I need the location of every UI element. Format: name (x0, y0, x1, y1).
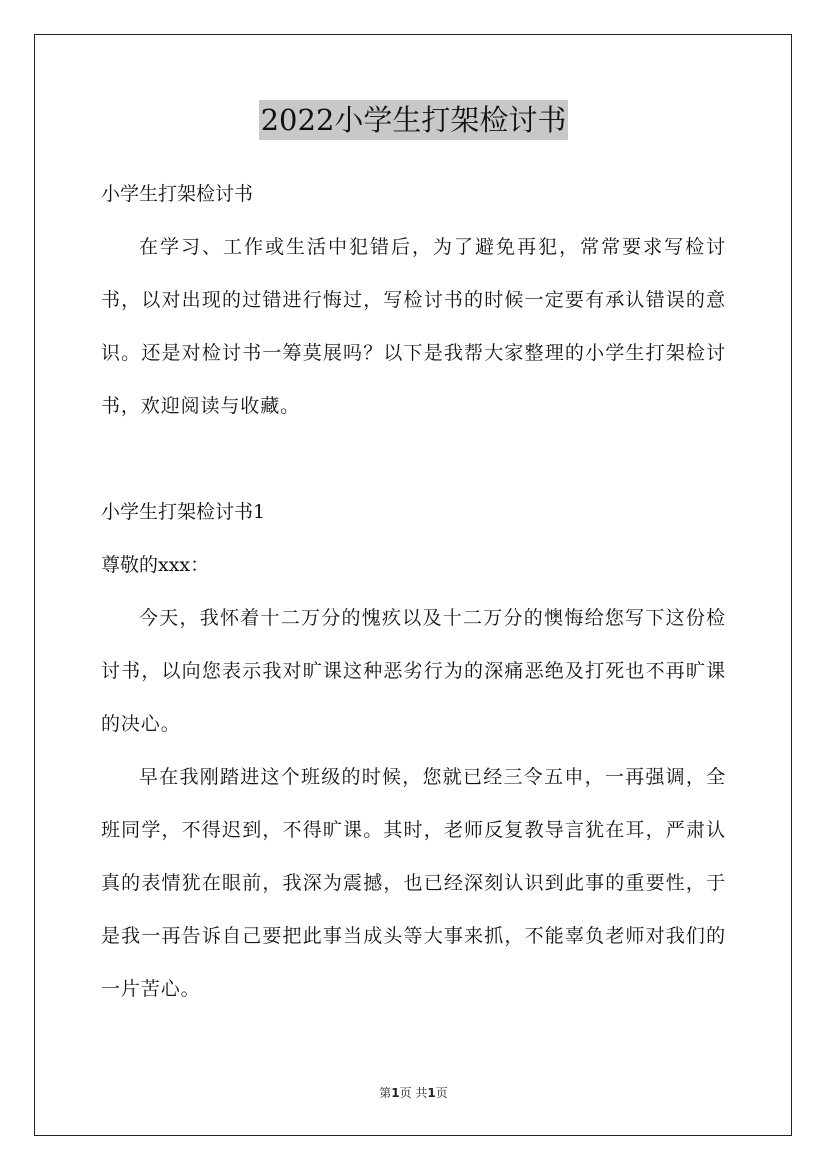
body-paragraph: 早在我刚踏进这个班级的时候，您就已经三令五申，一再强调，全班同学，不得迟到，不得旷课。其时，老师反复教导言犹在耳，严肃认真的表情犹在眼前，我深为震撼，也已经深刻认识到此事的重要性，于是我一再告诉自己要把此事当成头等大事来抓，不能辜负老师对我们的一片苦心。 (101, 766, 726, 1000)
intro-paragraph: 在学习、工作或生活中犯错后，为了避免再犯，常常要求写检讨书，以对出现的过错进行悔过，写检讨书的时候一定要有承认错误的意识。还是对检讨书一筹莫展吗？以下是我帮大家整理的小学生打架检讨书，欢迎阅读与收藏。 (101, 236, 726, 417)
salutation: 尊敬的xxx： (101, 554, 210, 576)
body-paragraph: 今天，我怀着十二万分的愧疚以及十二万分的懊悔给您写下这份检讨书，以向您表示我对旷课这种恶劣行为的深痛恶绝及打死也不再旷课的决心。 (101, 607, 726, 735)
page-mid: 页 共 (399, 1086, 428, 1100)
page-total: 1 (427, 1086, 436, 1100)
page-suffix: 页 (435, 1086, 448, 1100)
document-body (101, 168, 726, 1016)
section-heading: 小学生打架检讨书1 (101, 501, 266, 523)
document-title-container (0, 100, 827, 140)
page-number: 1 (391, 1086, 400, 1100)
page-footer (0, 1084, 827, 1101)
document-subtitle: 小学生打架检讨书 (101, 183, 254, 205)
page-prefix: 第 (379, 1086, 392, 1100)
section-spacer (101, 433, 726, 486)
document-title: 2022小学生打架检讨书 (259, 100, 569, 140)
